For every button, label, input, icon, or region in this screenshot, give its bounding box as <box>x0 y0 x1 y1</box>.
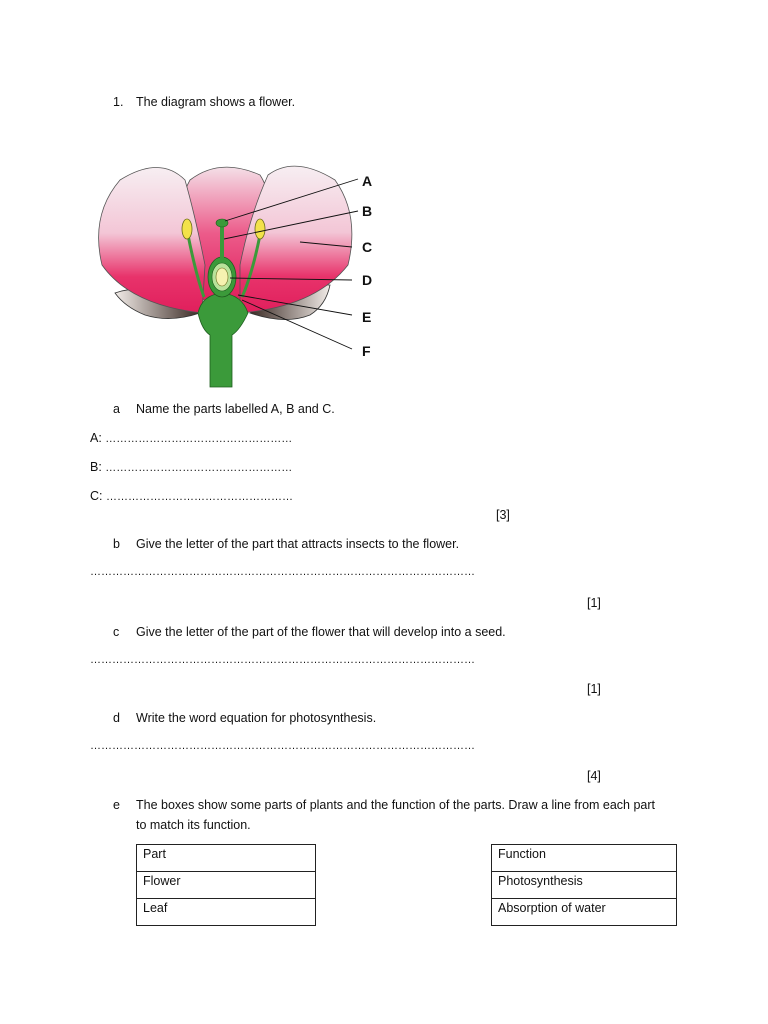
mark-d: [4] <box>587 769 601 783</box>
answer-dots-b[interactable]: …………………………………………………………………………………………… <box>90 566 475 578</box>
answer-dots: …………………………………………… <box>105 491 293 503</box>
function-table-cell[interactable]: Photosynthesis <box>492 872 677 899</box>
mark-a: [3] <box>496 508 510 522</box>
part-table-cell[interactable]: Flower <box>137 872 316 899</box>
diagram-label-a: A <box>362 173 373 189</box>
flower-diagram <box>90 155 385 390</box>
question-number: 1. <box>113 95 124 109</box>
question-d-text: Write the word equation for photosynthesis. <box>136 711 377 725</box>
ovule <box>216 268 228 286</box>
diagram-label-e: E <box>362 309 372 325</box>
answer-prefix: C: <box>90 489 103 503</box>
answer-line-c[interactable] <box>90 489 293 503</box>
answer-line-b[interactable] <box>90 460 292 474</box>
part-table-header: Part <box>137 845 316 872</box>
question-letter-b: b <box>113 537 120 551</box>
function-table-header: Function <box>492 845 677 872</box>
question-e-text-line2: to match its function. <box>136 818 251 832</box>
receptacle <box>198 293 248 387</box>
answer-dots-c[interactable]: …………………………………………………………………………………………… <box>90 654 475 666</box>
answer-dots: …………………………………………… <box>105 462 293 474</box>
function-table <box>491 844 677 926</box>
mark-b: [1] <box>587 596 601 610</box>
question-letter-c: c <box>113 625 120 639</box>
diagram-label-c: C <box>362 239 373 255</box>
anther-right <box>255 219 265 239</box>
diagram-label-b: B <box>362 203 373 219</box>
style <box>220 225 224 259</box>
question-b-text: Give the letter of the part that attracts insects to the flower. <box>136 537 460 551</box>
diagram-label-d: D <box>362 272 373 288</box>
mark-c: [1] <box>587 682 601 696</box>
question-letter-a: a <box>113 402 120 416</box>
question-intro: The diagram shows a flower. <box>136 95 296 109</box>
answer-prefix: B: <box>90 460 102 474</box>
anther-left <box>182 219 192 239</box>
diagram-label-f: F <box>362 343 371 359</box>
answer-dots-d[interactable]: …………………………………………………………………………………………… <box>90 740 475 752</box>
answer-dots: …………………………………………… <box>105 433 293 445</box>
part-table-cell[interactable]: Leaf <box>137 899 316 926</box>
question-e-text-line1: The boxes show some parts of plants and the function of the parts. Draw a line from each part <box>136 798 656 812</box>
answer-line-a[interactable] <box>90 431 292 445</box>
question-letter-d: d <box>113 711 120 725</box>
function-table-cell[interactable]: Absorption of water <box>492 899 677 926</box>
question-a-text: Name the parts labelled A, B and C. <box>136 402 335 416</box>
question-letter-e: e <box>113 798 120 812</box>
answer-prefix: A: <box>90 431 102 445</box>
question-c-text: Give the letter of the part of the flower that will develop into a seed. <box>136 625 506 639</box>
part-table <box>136 844 316 926</box>
